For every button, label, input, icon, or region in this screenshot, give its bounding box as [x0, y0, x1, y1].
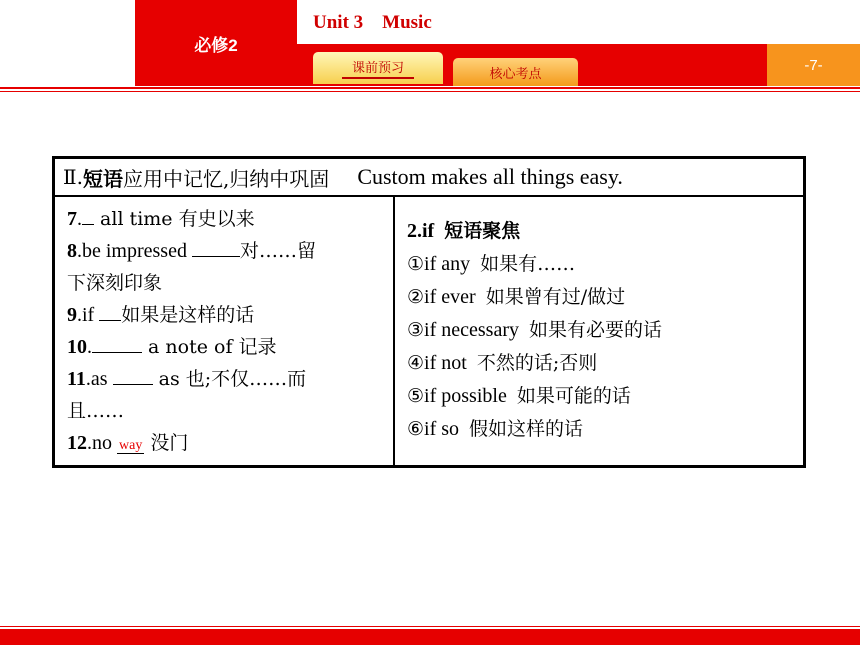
column-divider: [393, 197, 395, 465]
phrase-item: [407, 314, 787, 347]
list-item: [67, 235, 385, 267]
phrase-zh: 如果有必要的话: [529, 319, 663, 341]
footer-bar: [0, 629, 860, 645]
section-motto: Custom makes all things easy.: [357, 164, 623, 189]
section-heading-text: 应用中记忆,归纳中巩固: [122, 166, 330, 191]
tab-core-points-label: 核心考点: [489, 66, 542, 82]
phrase-en: if possible: [424, 385, 507, 407]
item-mark: ⑤: [407, 385, 425, 407]
item-text: 没门: [144, 432, 189, 454]
list-item: [67, 203, 385, 235]
answer-blank[interactable]: [92, 334, 142, 353]
unit-title: Unit 3 Music: [313, 12, 432, 33]
item-text: .be impressed: [77, 240, 192, 262]
item-text: .: [87, 336, 92, 358]
item-number: 7: [67, 208, 77, 230]
answer-blank[interactable]: [192, 238, 240, 257]
phrase-zh: 如果可能的话: [516, 385, 631, 407]
item-text: .if: [77, 304, 100, 326]
item-text: a note of 记录: [142, 336, 277, 358]
list-item-continuation: 且……: [67, 400, 125, 422]
phrase-item: [407, 281, 787, 314]
item-mark: ④: [407, 352, 425, 374]
header-divider-thin: [0, 91, 860, 92]
phrase-zh: 假如这样的话: [469, 418, 584, 440]
if-phrase-title: [407, 215, 787, 248]
phrase-item: [407, 413, 787, 446]
phrase-en: if necessary: [424, 319, 519, 341]
item-mark: ②: [407, 286, 425, 308]
phrase-en: if so: [424, 418, 460, 440]
page-number: -7-: [767, 44, 860, 86]
phrase-item: [407, 380, 787, 413]
section-heading: [55, 159, 803, 197]
title-word: .if: [417, 220, 435, 242]
tab-preview-label: 课前预习: [342, 57, 414, 79]
phrase-en: if any: [424, 253, 471, 275]
phrase-zh: 如果有……: [480, 253, 576, 275]
item-number: 10: [67, 336, 87, 358]
phrase-table: [52, 156, 806, 468]
answer-blank[interactable]: [82, 206, 94, 225]
item-number: 11: [67, 368, 86, 390]
list-item: [67, 363, 385, 395]
item-text: .: [77, 208, 82, 230]
header-divider: [0, 87, 860, 89]
phrase-item: [407, 347, 787, 380]
course-label: 必修2: [194, 35, 238, 55]
section-number: Ⅱ.: [63, 165, 83, 189]
if-phrase-box: [407, 215, 787, 446]
item-text: as 也;不仅……而: [152, 368, 307, 390]
phrase-zh: 如果曾有过/做过: [485, 286, 626, 308]
item-mark: ③: [407, 319, 425, 341]
tab-preview[interactable]: [313, 52, 443, 84]
list-item-continuation: 下深刻印象: [67, 272, 163, 294]
list-item: [67, 427, 385, 462]
phrase-en: if ever: [424, 286, 476, 308]
answer-blank[interactable]: [113, 366, 153, 385]
item-mark: ①: [407, 253, 425, 275]
item-number: 8: [67, 240, 77, 262]
answer-blank[interactable]: [99, 302, 121, 321]
phrase-item: [407, 248, 787, 281]
section-heading-bold: 短语: [82, 166, 123, 191]
item-text: all time 有史以来: [94, 208, 255, 230]
answer-text: way: [119, 438, 143, 453]
tab-core-points[interactable]: [453, 58, 578, 86]
list-item: [67, 331, 385, 363]
title-number: 2: [407, 220, 417, 242]
item-mark: ⑥: [407, 418, 425, 440]
phrase-zh: 不然的话;否则: [476, 352, 598, 374]
item-number: 12: [67, 432, 87, 454]
footer-line: [0, 626, 860, 627]
item-number: 9: [67, 304, 77, 326]
list-item: [67, 299, 385, 331]
item-text: .no: [87, 432, 117, 454]
fill-blank-list: [67, 203, 385, 462]
item-text: 如果是这样的话: [121, 304, 255, 326]
item-text: 对……留: [239, 240, 316, 262]
title-chinese: 短语聚焦: [444, 220, 521, 242]
phrase-en: if not: [424, 352, 467, 374]
item-text: .as: [85, 368, 113, 390]
